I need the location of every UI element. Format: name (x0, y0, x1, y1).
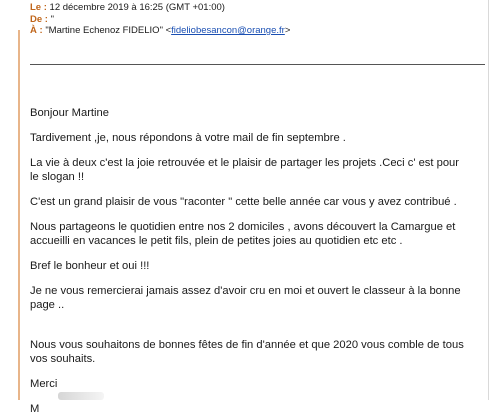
closing: Merci (30, 378, 58, 390)
header-divider (30, 64, 485, 65)
date-value: 12 décembre 2019 à 16:25 (GMT +01:00) (49, 2, 225, 13)
signature-smudge (58, 392, 104, 400)
from-label: De : (30, 13, 48, 25)
paragraph-1: Tardivement ,je, nous répondons à votre mail de fin septembre . (30, 132, 346, 144)
date-label: Le : (30, 2, 47, 13)
to-email-link[interactable]: fideliobesancon@orange.fr (171, 25, 285, 36)
paragraph-3: C'est un grand plaisir de vous "raconter " cette belle année car vous y avez contribué . (30, 196, 457, 208)
margin-line (18, 30, 20, 400)
paragraph-5: Bref le bonheur et oui !!! (30, 260, 150, 272)
to-row (30, 25, 290, 37)
paragraph-4: Nous partageons le quotidien entre nos 2 domiciles , avons découvert la Camargue et accueilli en vacances le petit fils, plein de petites joies au quotidien etc etc . (30, 221, 456, 247)
signature: M (30, 403, 40, 415)
date-row (30, 2, 290, 14)
to-label: À : (30, 25, 43, 36)
email-header (30, 2, 290, 37)
paragraph-2: La vie à deux c'est la joie retrouvée et le plaisir de partager les projets .Ceci c' est pour le slogan !! (30, 157, 459, 183)
from-row (30, 14, 290, 26)
email-body (30, 106, 470, 416)
paragraph-7: Nous vous souhaitons de bonnes fêtes de fin d'année et que 2020 vous comble de tous vos souhaits. (30, 339, 464, 365)
from-value: " (50, 13, 54, 25)
greeting: Bonjour Martine (30, 107, 109, 119)
to-end: > (284, 25, 291, 36)
paragraph-6: Je ne vous remercierai jamais assez d'avoir cru en moi et ouvert le classeur à la bonne page .. (30, 285, 461, 311)
to-name: "Martine Echenoz FIDELIO" < (45, 25, 172, 36)
page-edge (488, 0, 489, 400)
